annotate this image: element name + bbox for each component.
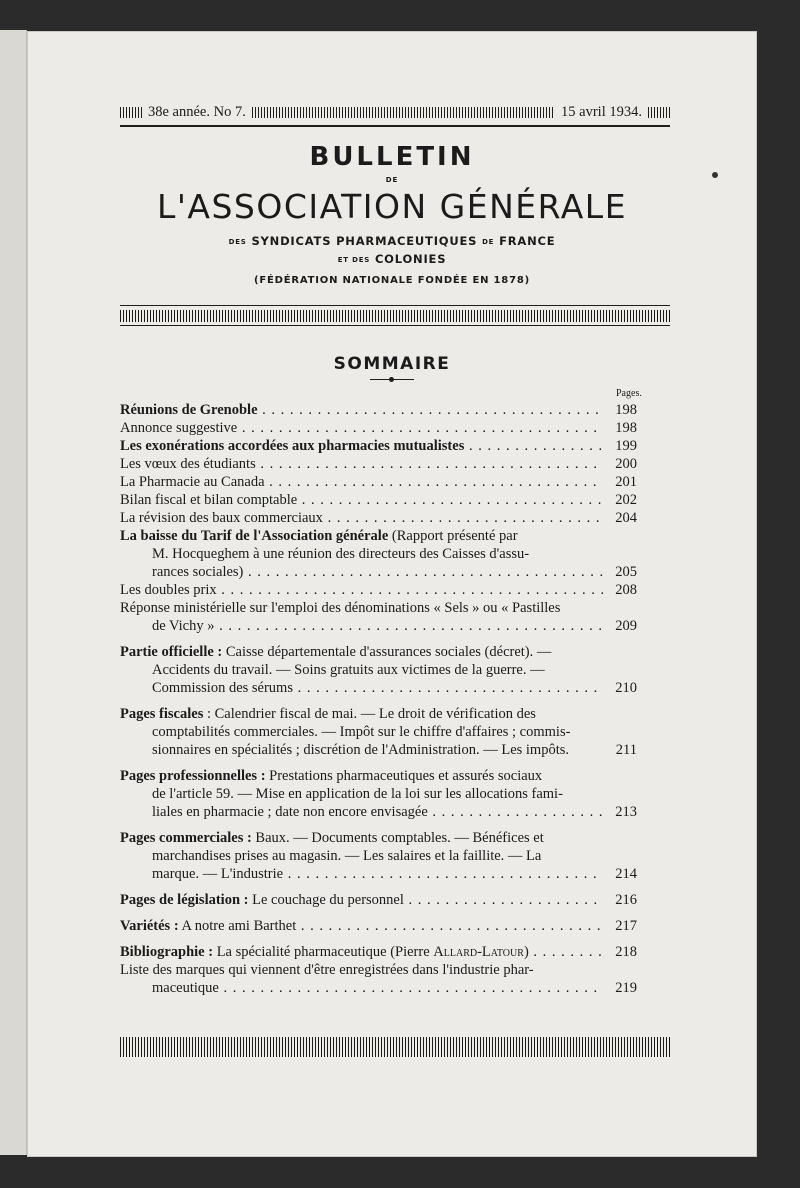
toc-entry-bold: Variétés : bbox=[120, 918, 179, 934]
toc-page-number: 219 bbox=[615, 980, 637, 996]
toc-entry-text: La révision des baux commerciaux bbox=[120, 510, 323, 526]
toc-page-number: 216 bbox=[615, 892, 637, 908]
toc-entry-continuation: de l'article 59. — Mise en application de la loi sur les allocations fami- bbox=[152, 786, 563, 802]
toc-entry-continuation: Accidents du travail. — Soins gratuits aux victimes de la guerre. — bbox=[152, 662, 545, 678]
toc-entry bbox=[120, 437, 637, 455]
toc-entry bbox=[120, 643, 637, 697]
toc-entry-bold: Bibliographie : bbox=[120, 944, 214, 960]
toc-entry bbox=[120, 473, 637, 491]
toc-page-number: 198 bbox=[615, 402, 637, 418]
toc-page-number: 204 bbox=[615, 510, 637, 526]
toc-entry-text: Caisse départementale d'assurances sociales (décret). — bbox=[222, 644, 552, 660]
toc-page-number: 200 bbox=[615, 456, 637, 472]
toc-entry-text: La spécialité pharmaceutique (Pierre bbox=[213, 944, 434, 960]
decorative-bars bbox=[252, 107, 555, 118]
toc-entry bbox=[120, 491, 637, 509]
toc-entry bbox=[120, 767, 637, 821]
toc-page-number: 209 bbox=[615, 618, 637, 634]
ink-spot bbox=[712, 172, 718, 178]
toc-entry bbox=[120, 509, 637, 527]
year-issue: 38e année. No 7. bbox=[148, 104, 246, 120]
toc-entry bbox=[120, 527, 637, 581]
toc-entry bbox=[120, 829, 637, 883]
toc-entry-continuation: Commission des sérums . . . bbox=[152, 679, 603, 697]
document-page bbox=[28, 32, 756, 1156]
toc-entry-author: Allard-Latour bbox=[433, 944, 524, 960]
toc-entry bbox=[120, 943, 637, 961]
toc-entry-text: Liste des marques qui viennent d'être enregistrées dans l'industrie phar- bbox=[120, 962, 534, 978]
toc-entry bbox=[120, 401, 637, 419]
toc-entry bbox=[120, 581, 637, 599]
toc-page-number: 213 bbox=[615, 804, 637, 820]
toc-entry-text: Le couchage du personnel bbox=[248, 892, 404, 908]
toc-entry-text: Bilan fiscal et bilan comptable bbox=[120, 492, 298, 508]
toc-entry-text: La Pharmacie au Canada bbox=[120, 474, 265, 490]
toc-entry-bold: La baisse du Tarif de l'Association générale bbox=[120, 528, 389, 544]
decorative-band-bottom bbox=[120, 1037, 670, 1057]
table-of-contents bbox=[120, 401, 637, 997]
masthead-bulletin: BULLETIN bbox=[309, 142, 475, 172]
toc-entry-bold: Partie officielle : bbox=[120, 644, 223, 660]
toc-entry-text: A notre ami Barthet bbox=[178, 918, 297, 934]
toc-entry bbox=[120, 705, 637, 759]
adjacent-page-edge bbox=[0, 30, 27, 1155]
masthead-syndicats: DES SYNDICATS PHARMACEUTIQUES DE FRANCE bbox=[228, 234, 556, 248]
toc-page-number: 208 bbox=[615, 582, 637, 598]
decorative-band bbox=[120, 310, 670, 322]
toc-entry-bold: Pages de législation : bbox=[120, 892, 249, 908]
toc-entry bbox=[120, 599, 637, 635]
toc-entry-continuation: marchandises prises au magasin. — Les salaires et la faillite. — La bbox=[152, 848, 542, 864]
toc-page-number: 198 bbox=[615, 420, 637, 436]
toc-entry-continuation: liales en pharmacie ; date non encore envisagée . . . bbox=[152, 803, 603, 821]
toc-page-number: 218 bbox=[615, 944, 637, 960]
issue-header-line bbox=[120, 104, 670, 127]
masthead-de: DE bbox=[385, 176, 399, 184]
toc-entry-bold: Réunions de Grenoble bbox=[120, 402, 258, 418]
toc-entry-bold: Pages professionnelles : bbox=[120, 768, 266, 784]
toc-entry bbox=[120, 961, 637, 997]
toc-entry-continuation: comptabilités commerciales. — Impôt sur le chiffre d'affaires ; commis- bbox=[152, 724, 571, 740]
toc-entry-bold: Les exonérations accordées aux pharmacies mutualistes bbox=[120, 438, 465, 454]
decorative-bars bbox=[648, 107, 670, 118]
toc-entry-text: Les doubles prix bbox=[120, 582, 217, 598]
toc-page-number: 202 bbox=[615, 492, 637, 508]
divider bbox=[120, 325, 670, 326]
toc-entry bbox=[120, 917, 637, 935]
pages-label: Pages. bbox=[616, 388, 642, 399]
toc-page-number: 201 bbox=[615, 474, 637, 490]
ornament bbox=[370, 379, 414, 380]
masthead-federation: (FÉDÉRATION NATIONALE FONDÉE EN 1878) bbox=[254, 275, 530, 286]
toc-entry-bold: Pages commerciales : bbox=[120, 830, 252, 846]
toc-page-number: 211 bbox=[615, 742, 637, 758]
divider bbox=[120, 305, 670, 306]
toc-entry-text: : Calendrier fiscal de mai. — Le droit de vérification des bbox=[203, 706, 536, 722]
toc-entry-text: (Rapport présenté par bbox=[388, 528, 518, 544]
masthead-association: L'ASSOCIATION GÉNÉRALE bbox=[156, 187, 628, 226]
sommaire-title: SOMMAIRE bbox=[333, 354, 451, 374]
toc-entry-text: Les vœux des étudiants bbox=[120, 456, 256, 472]
toc-page-number: 210 bbox=[615, 680, 637, 696]
toc-entry-bold: Pages fiscales bbox=[120, 706, 204, 722]
toc-entry-continuation: M. Hocqueghem à une réunion des directeurs des Caisses d'assu- bbox=[152, 546, 530, 562]
toc-entry bbox=[120, 455, 637, 473]
toc-entry-continuation: marque. — L'industrie . . . bbox=[152, 865, 603, 883]
issue-date: 15 avril 1934. bbox=[561, 104, 642, 120]
toc-entry-continuation: sionnaires en spécialités ; discrétion de l'Administration. — Les impôts. bbox=[152, 742, 569, 758]
toc-entry-continuation: rances sociales) . . . bbox=[152, 563, 603, 581]
toc-page-number: 217 bbox=[615, 918, 637, 934]
toc-page-number: 205 bbox=[615, 564, 637, 580]
toc-entry-continuation: de Vichy » . . . bbox=[152, 617, 603, 635]
toc-entry bbox=[120, 419, 637, 437]
toc-entry-text: Réponse ministérielle sur l'emploi des dénominations « Sels » ou « Pastilles bbox=[120, 600, 561, 616]
toc-page-number: 214 bbox=[615, 866, 637, 882]
toc-entry-text: Prestations pharmaceutiques et assurés sociaux bbox=[265, 768, 543, 784]
masthead-colonies: ET DES COLONIES bbox=[337, 252, 447, 266]
toc-entry-continuation: maceutique . . . bbox=[152, 979, 603, 997]
toc-entry-text: Baux. — Documents comptables. — Bénéfices et bbox=[251, 830, 544, 846]
toc-entry-text: Annonce suggestive bbox=[120, 420, 238, 436]
toc-page-number: 199 bbox=[615, 438, 637, 454]
toc-entry-text: ) bbox=[523, 944, 529, 960]
decorative-bars bbox=[120, 107, 142, 118]
toc-entry bbox=[120, 891, 637, 909]
